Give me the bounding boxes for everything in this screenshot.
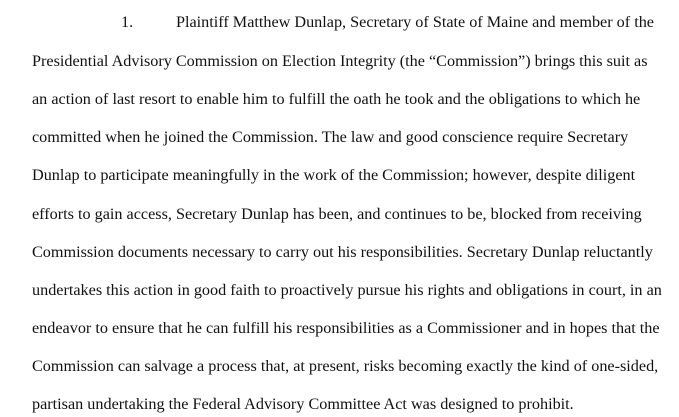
paragraph-line-2: Presidential Advisory Commission on Election Integrity (the “Commission”) brings this suit as bbox=[32, 52, 648, 70]
paragraph-line-6: efforts to gain access, Secretary Dunlap has been, and continues to be, blocked from receiving bbox=[32, 205, 642, 223]
paragraph-line-4: committed when he joined the Commission. The law and good conscience require Secretary bbox=[32, 128, 629, 146]
paragraph-line-10: Commission can salvage a process that, at present, risks becoming exactly the kind of one-sided, bbox=[32, 357, 659, 375]
paragraph-line-1: Plaintiff Matthew Dunlap, Secretary of State of Maine and member of the bbox=[176, 13, 654, 31]
paragraph-line-11: partisan undertaking the Federal Advisory Committee Act was designed to prohibit. bbox=[32, 395, 574, 413]
paragraph-line-5: Dunlap to participate meaningfully in the work of the Commission; however, despite diligent bbox=[32, 166, 636, 184]
paragraph-number: 1. bbox=[121, 13, 134, 31]
paragraph-line-8: undertakes this action in good faith to proactively pursue his rights and obligations in court, in an bbox=[32, 281, 662, 299]
paragraph-line-9: endeavor to ensure that he can fulfill his responsibilities as a Commissioner and in hopes that the bbox=[32, 319, 660, 337]
paragraph-line-7: Commission documents necessary to carry out his responsibilities. Secretary Dunlap reluctantly bbox=[32, 243, 653, 261]
paragraph-line-3: an action of last resort to enable him to fulfill the oath he took and the obligations to which he bbox=[32, 90, 641, 108]
